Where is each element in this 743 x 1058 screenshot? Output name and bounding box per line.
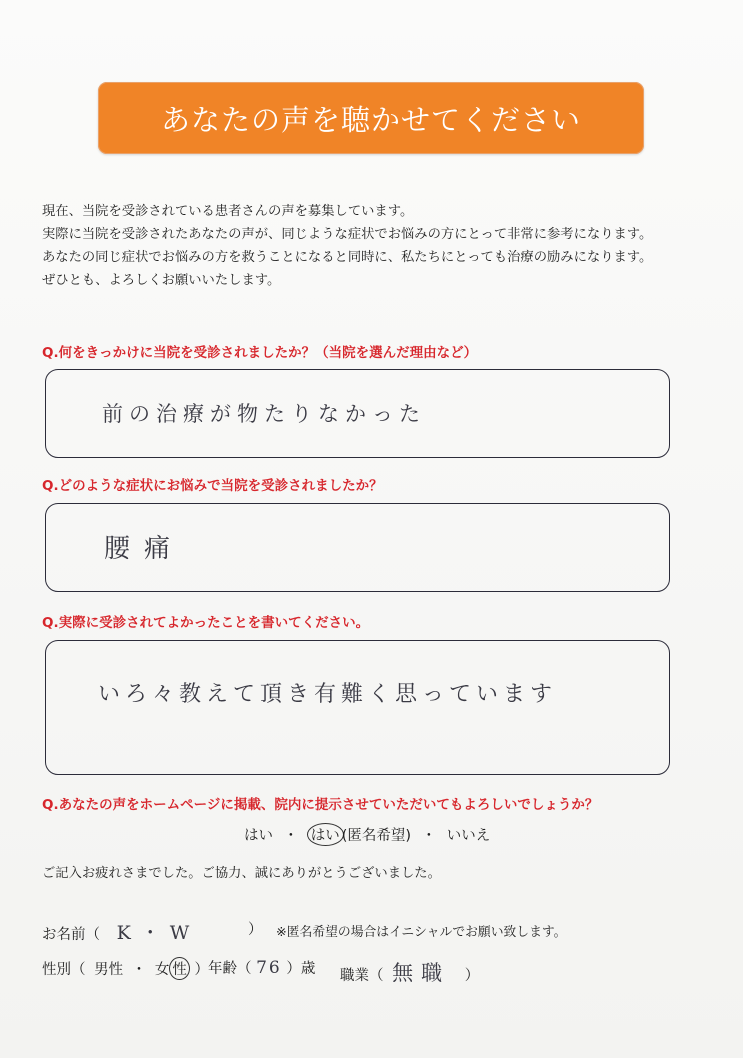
separator: ・: [283, 828, 299, 844]
title-banner: [98, 82, 644, 154]
gender-female-circled: 性: [169, 957, 190, 980]
gender-field: [42, 957, 209, 980]
option-yes-anonymous-circled: はい: [307, 823, 344, 846]
intro-line: 実際に当院を受診されたあなたの声が、同じような症状でお悩みの方にとって非常に参考になります。: [42, 227, 653, 242]
intro-text: [42, 200, 652, 292]
gender-male: 男性: [94, 962, 124, 978]
name-label: お名前（: [42, 927, 100, 943]
job-close: ）: [464, 968, 480, 984]
intro-line: ぜひとも、よろしくお願いいたします。: [42, 273, 281, 288]
intro-line: あなたの同じ症状でお悩みの方を救うことになると同時に、私たちにとっても治療の励みになります。: [42, 250, 653, 265]
name-row: [42, 918, 199, 945]
name-close: ）: [248, 922, 263, 938]
answer-3-text: いろ々教えて頂き有難く思っています: [98, 682, 558, 707]
gender-label: 性別（: [42, 962, 86, 978]
page-title: あなたの声を聴かせてください: [160, 102, 581, 137]
option-anonymous-suffix: (匿名希望): [341, 828, 412, 844]
job-label: 職業（: [340, 968, 384, 984]
job-value: 無職: [392, 961, 451, 985]
separator: ・: [131, 962, 147, 978]
gender-close: ）: [194, 962, 209, 978]
age-label: 年齢（: [208, 961, 252, 977]
question-2-label: Q.どのような症状にお悩みで当院を受診されましたか？: [42, 478, 383, 494]
question-1-label: Q.何をきっかけに当院を受診されましたか？（当院を選んだ理由など）: [42, 345, 478, 361]
name-note: ※匿名希望の場合はイニシャルでお願い致します。: [276, 925, 567, 940]
name-value: K・W: [116, 922, 200, 944]
age-value: 76: [256, 958, 282, 978]
answer-2-text: 腰痛: [104, 534, 185, 564]
question-3-label: Q.実際に受診されてよかったことを書いてください。: [42, 615, 370, 631]
consent-options: [244, 823, 490, 846]
separator: ・: [421, 828, 437, 844]
answer-1-text: 前の治療が物たりなかった: [102, 402, 426, 426]
job-field: [340, 957, 479, 987]
answer-box-1: [45, 369, 670, 458]
consent-question-label: Q.あなたの声をホームページに掲載、院内に提示させていただいてもよろしいでしょうか？: [42, 797, 599, 813]
age-unit: ）歳: [286, 961, 316, 977]
gender-female-prefix: 女: [154, 962, 170, 978]
option-no: いいえ: [446, 828, 491, 844]
answer-box-3: [45, 640, 670, 775]
thanks-message: ご記入お疲れさまでした。ご協力、誠にありがとうございました。: [42, 866, 441, 881]
age-field: [208, 957, 315, 978]
option-yes: はい: [244, 828, 273, 844]
answer-box-2: [45, 503, 670, 592]
intro-line: 現在、当院を受診されている患者さんの声を募集しています。: [42, 204, 414, 219]
